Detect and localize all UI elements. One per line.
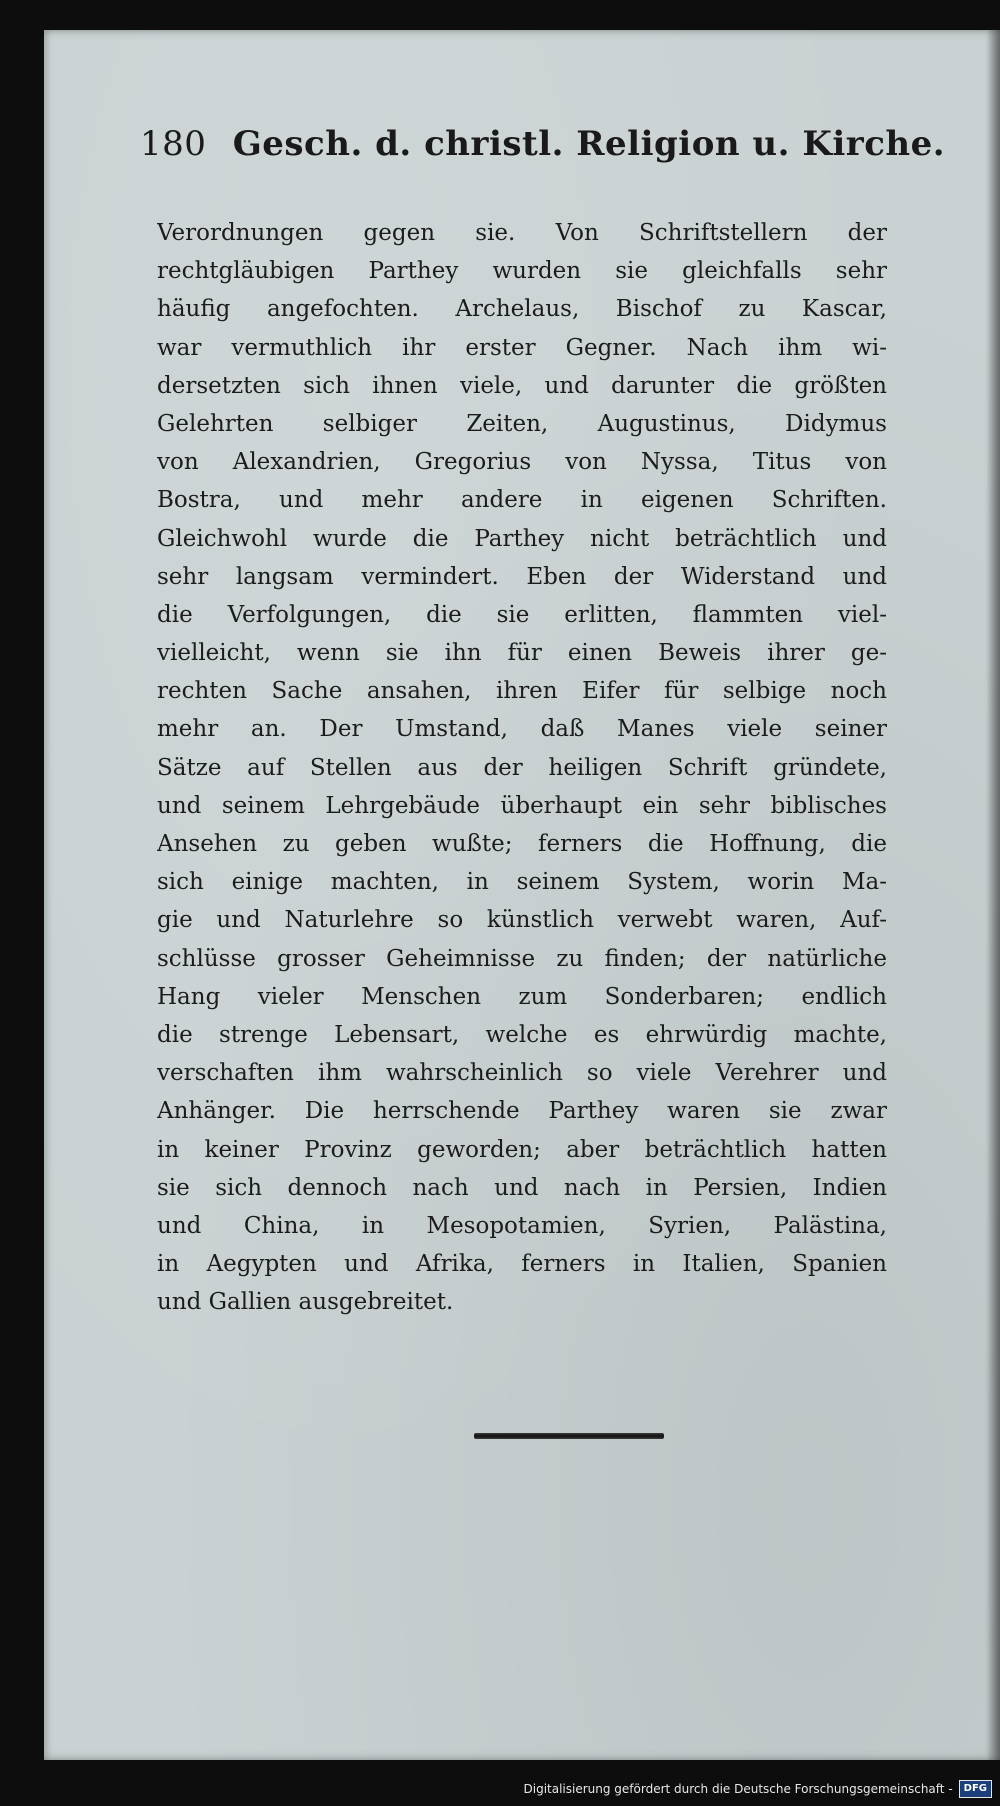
text-line: häufig angefochten. Archelaus, Bischof zu Kascar, [157,296,887,323]
funding-credit: Digitalisierung gefördert durch die Deutsche Forschungsgemeinschaft - [523,1782,953,1796]
text-line: verschaften ihm wahrscheinlich so viele Verehrer und [157,1060,887,1087]
text-line: sie sich dennoch nach und nach in Persien, Indien [157,1174,887,1201]
text-line: in keiner Provinz geworden; aber beträchtlich hatten [157,1136,887,1163]
text-line: in Aegypten und Afrika, ferners in Italien, Spanien [157,1251,887,1278]
text-line: war vermuthlich ihr erster Gegner. Nach ihm wi- [157,334,887,361]
text-line: Verordnungen gegen sie. Von Schriftstellern der [157,220,887,246]
text-line: die Verfolgungen, die sie erlitten, flammten viel- [157,601,887,628]
body-text [157,214,887,1321]
ornamental-rule [474,1433,664,1439]
text-line: und Gallien ausgebreitet. [157,1289,454,1316]
text-line: Hang vieler Menschen zum Sonderbaren; endlich [157,983,887,1010]
text-line: vielleicht, wenn sie ihn für einen Beweis ihrer ge- [157,640,887,667]
text-line: Sätze auf Stellen aus der heiligen Schrift gründete, [157,754,887,781]
text-line: Gleichwohl wurde die Parthey nicht beträchtlich und [157,525,887,552]
text-line: gie und Naturlehre so künstlich verwebt waren, Auf- [157,907,887,934]
text-line: schlüsse grosser Geheimnisse zu finden; der natürliche [157,945,887,972]
text-line: und seinem Lehrgebäude überhaupt ein sehr biblisches [157,792,887,819]
text-line: rechten Sache ansahen, ihren Eifer für selbige noch [157,678,887,705]
text-line: und China, in Mesopotamien, Syrien, Palästina, [157,1212,887,1239]
page-edge-shadow [986,30,1000,1760]
text-line: Bostra, und mehr andere in eigenen Schriften. [157,487,887,514]
text-line: sehr langsam vermindert. Eben der Widerstand und [157,563,887,590]
text-line: Anhänger. Die herrschende Parthey waren sie zwar [157,1098,887,1125]
text-line: Gelehrten selbiger Zeiten, Augustinus, Didymus [157,410,887,437]
text-line: rechtgläubigen Parthey wurden sie gleichfalls sehr [157,258,887,285]
running-header [140,124,946,164]
text-line: von Alexandrien, Gregorius von Nyssa, Titus von [157,449,887,476]
text-line: Ansehen zu geben wußte; ferners die Hoffnung, die [157,831,887,857]
digitization-footer [524,1778,993,1800]
text-line: mehr an. Der Umstand, daß Manes viele seiner [157,716,887,743]
page-number: 180 [140,124,207,164]
text-line: die strenge Lebensart, welche es ehrwürdig machte, [157,1021,887,1048]
text-line: sich einige machten, in seinem System, worin Ma- [157,869,887,896]
dfg-logo: DFG [959,1780,992,1798]
running-title: Gesch. d. christl. Religion u. Kirche. [232,124,946,164]
text-line: dersetzten sich ihnen viele, und darunter die größten [157,372,887,399]
